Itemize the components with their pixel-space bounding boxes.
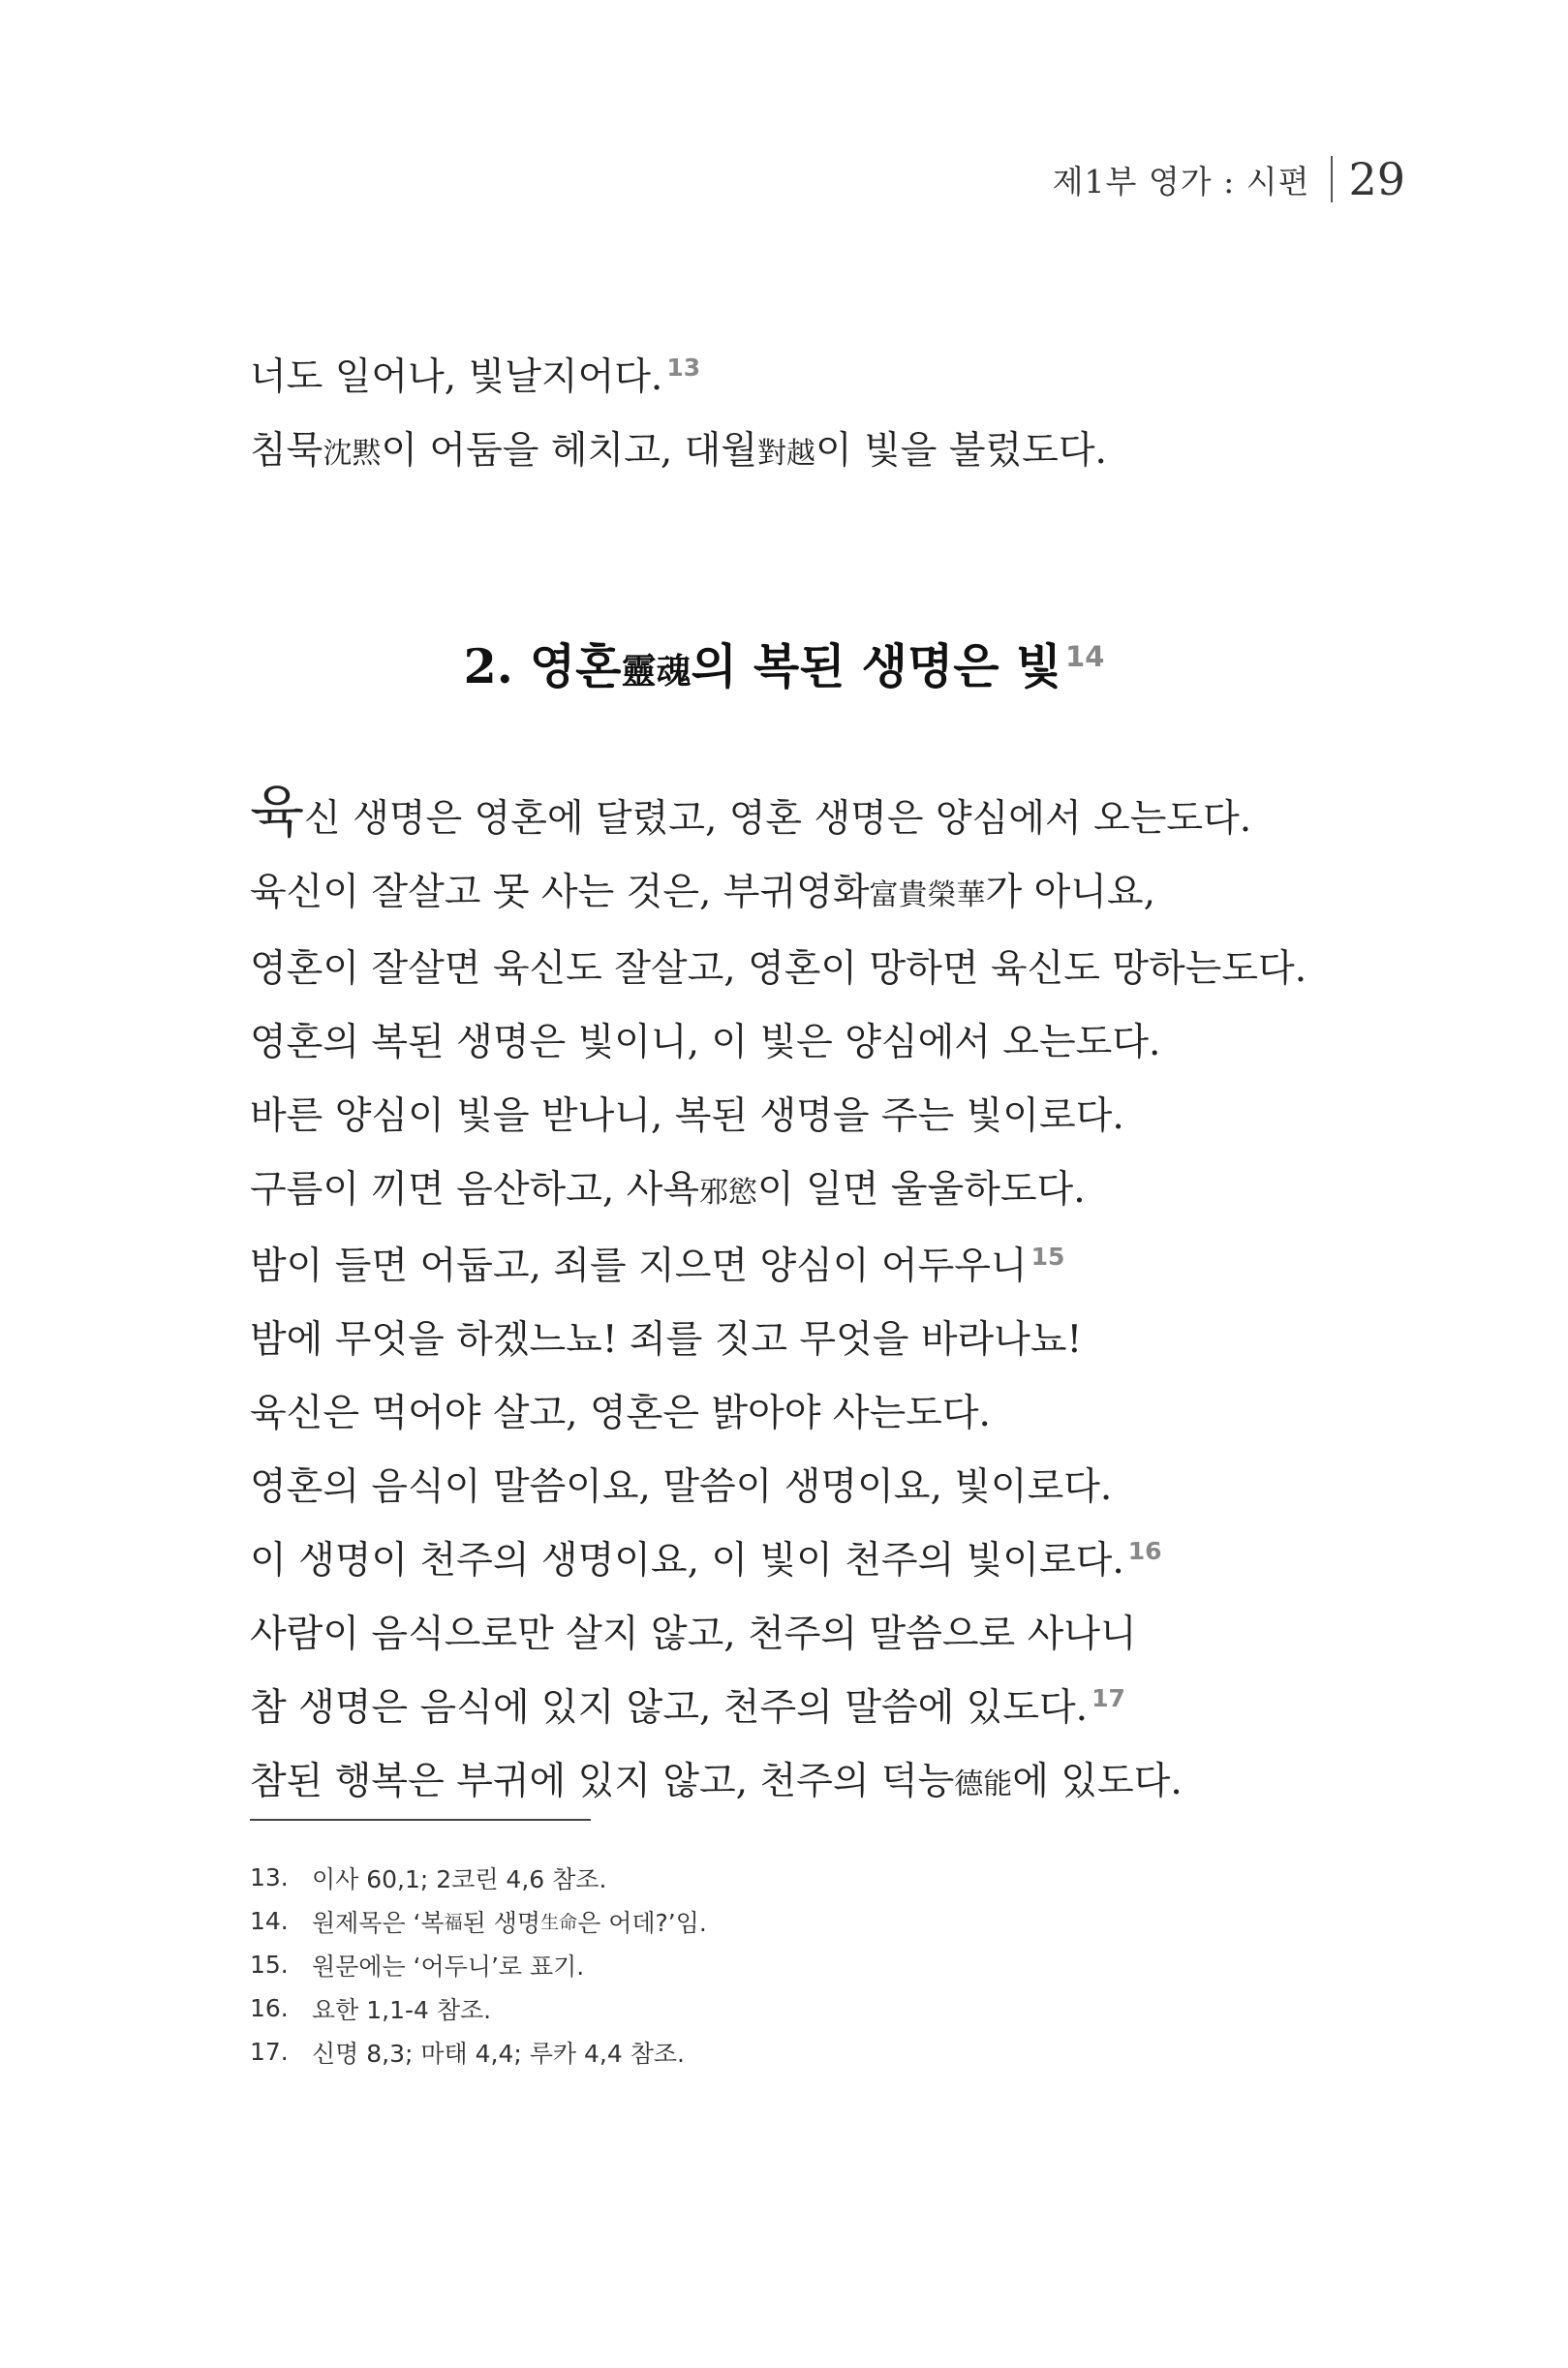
poem-line-14-part2: 에 있도다. <box>1012 1760 1183 1803</box>
poem-line-13-text: 참 생명은 음식에 있지 않고, 천주의 말씀에 있도다. <box>250 1686 1089 1730</box>
poem-line-2-part1: 육신이 잘살고 못 사는 것은, 부귀영화 <box>250 871 870 914</box>
intro-verse <box>250 341 1412 491</box>
footnote-15 <box>250 1943 707 1986</box>
poem-line-6-part1: 구름이 끼면 음산하고, 사욕 <box>250 1168 700 1212</box>
footnote-16-text: 요한 1,1-4 참조. <box>312 1995 492 2024</box>
poem-line-7 <box>250 1230 1412 1304</box>
drop-cap: 육 <box>250 779 305 845</box>
running-title: 제1부 영가 : 시편 <box>1052 162 1310 200</box>
footnote-15-number: 15. <box>250 1951 289 1979</box>
footnote-15-text: 원문에는 ‘어두니’로 표기. <box>312 1952 585 1981</box>
running-head <box>1053 153 1405 205</box>
footnote-separator <box>250 1819 591 1821</box>
poem-line-4: 영혼의 복된 생명은 빛이니, 이 빛은 양심에서 오는도다. <box>250 1021 1161 1064</box>
poem-line-11-text: 이 생명이 천주의 생명이요, 이 빛이 천주의 빛이로다. <box>250 1539 1124 1583</box>
footnote-14-number: 14. <box>250 1907 289 1935</box>
footnote-14 <box>250 1899 707 1943</box>
footnote-17-number: 17. <box>250 2038 289 2066</box>
poem-line-8: 밤에 무엇을 하겠느뇨! 죄를 짓고 무엇을 바라나뇨! <box>250 1318 1083 1362</box>
section-title <box>0 630 1568 697</box>
footnote-17-text: 신명 8,3; 마태 4,4; 루카 4,4 참조. <box>312 2039 685 2068</box>
footnote-ref-14: 14 <box>1065 639 1105 673</box>
intro-line-2 <box>250 415 1412 491</box>
hanja-chimmuk: 沈黙 <box>323 437 382 471</box>
poem-line-14 <box>250 1745 1412 1822</box>
intro-line-1 <box>250 341 1412 415</box>
poem-line-11 <box>250 1524 1412 1598</box>
page-number: 29 <box>1348 153 1405 205</box>
poem-line-6 <box>250 1153 1412 1230</box>
section-title-hanja: 靈魂 <box>621 651 692 692</box>
intro-line-2-part2: 이 어둠을 헤치고, 대월 <box>381 429 758 473</box>
hanja-bugwiyeonghwa: 富貴榮華 <box>869 878 986 912</box>
footnote-16-number: 16. <box>250 1994 289 2022</box>
intro-line-2-part1: 침묵 <box>250 429 323 473</box>
footnote-ref-17: 17 <box>1091 1684 1125 1712</box>
intro-line-2-part3: 이 빛을 불렀도다. <box>815 429 1107 473</box>
footnote-14-part1: 원제목은 ‘복 <box>312 1908 445 1937</box>
footnote-13-text: 이사 60,1; 2코린 4,6 참조. <box>312 1864 607 1893</box>
poem-line-3: 영혼이 잘살면 육신도 잘살고, 영혼이 망하면 육신도 망하는도다. <box>250 947 1307 991</box>
poem-line-1 <box>250 775 1412 856</box>
footnote-17 <box>250 2030 707 2074</box>
hanja-sayok: 邪慾 <box>699 1176 758 1210</box>
poem-line-13 <box>250 1672 1412 1745</box>
poem-line-5: 바른 양심이 빛을 받나니, 복된 생명을 주는 빛이로다. <box>250 1094 1124 1138</box>
poem-line-7-text: 밤이 들면 어둡고, 죄를 지으면 양심이 어두우니 <box>250 1245 1028 1288</box>
hanja-deokneung: 德能 <box>954 1768 1013 1801</box>
poem-line-10: 영혼의 음식이 말씀이요, 말씀이 생명이요, 빛이로다. <box>250 1465 1113 1509</box>
footnote-13-number: 13. <box>250 1863 289 1891</box>
running-head-divider <box>1331 156 1333 202</box>
footnotes <box>250 1856 707 2074</box>
poem-line-14-part1: 참된 행복은 부귀에 있지 않고, 천주의 덕능 <box>250 1760 955 1803</box>
section-title-pre: 2. 영혼 <box>463 638 622 694</box>
footnote-ref-13: 13 <box>666 354 701 382</box>
section-title-post: 의 복된 생명은 빛 <box>691 638 1062 694</box>
poem-line-2 <box>250 856 1412 933</box>
intro-line-1-text: 너도 일어나, 빛날지어다. <box>250 355 663 399</box>
poem-line-1-text: 신 생명은 영혼에 달렸고, 영혼 생명은 양심에서 오는도다. <box>304 797 1252 841</box>
poem-line-12: 사람이 음식으로만 살지 않고, 천주의 말씀으로 사나니 <box>250 1613 1137 1656</box>
hanja-saengmyeong: 生命 <box>540 1912 578 1933</box>
footnote-14-part2: 된 생명 <box>462 1908 541 1937</box>
footnote-ref-16: 16 <box>1127 1537 1162 1565</box>
footnote-14-part3: 은 어데?’임. <box>577 1908 707 1937</box>
footnote-16 <box>250 1986 707 2030</box>
hanja-daewol: 對越 <box>757 437 816 471</box>
poem-line-9: 육신은 먹어야 살고, 영혼은 밝아야 사는도다. <box>250 1392 991 1435</box>
footnote-ref-15: 15 <box>1030 1243 1065 1271</box>
poem-line-2-part2: 가 아니요, <box>985 871 1155 914</box>
poem-body <box>250 775 1412 1822</box>
footnote-13 <box>250 1856 707 1899</box>
hanja-bok: 福 <box>444 1912 463 1933</box>
poem-line-6-part2: 이 일면 울울하도다. <box>757 1168 1086 1212</box>
